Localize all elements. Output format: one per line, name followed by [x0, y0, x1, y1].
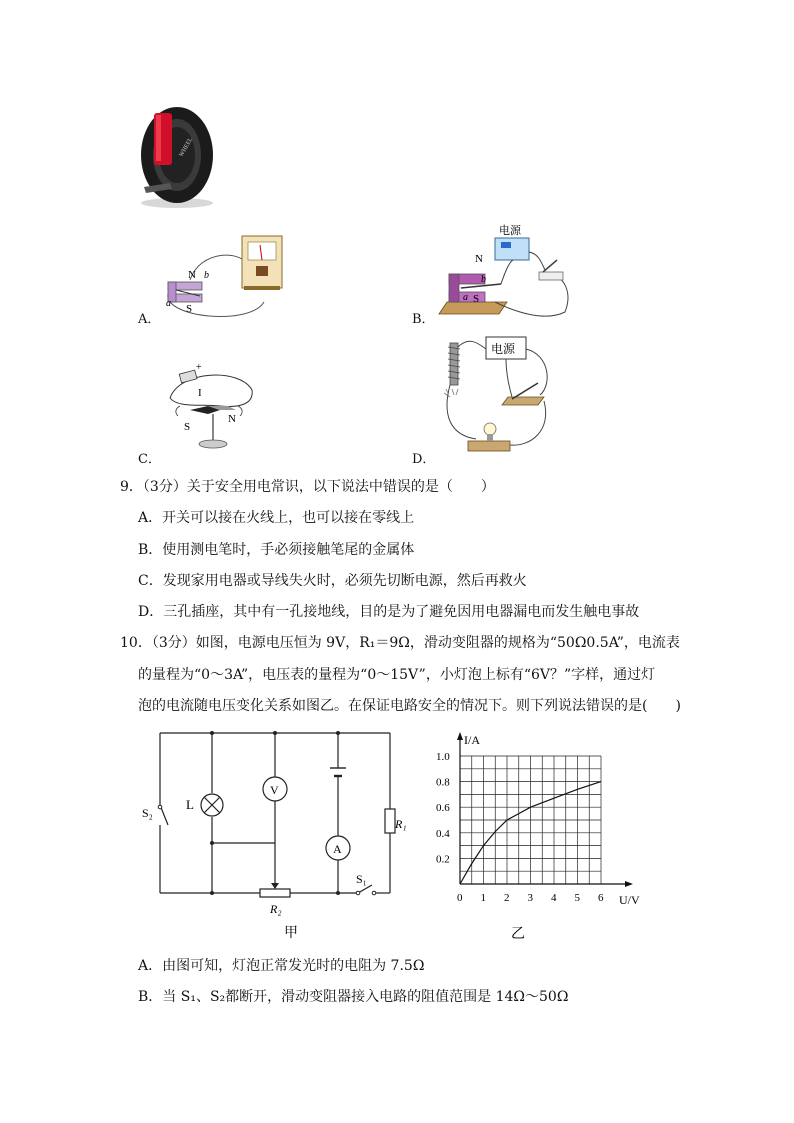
circuit-diagram	[138, 725, 407, 945]
y-tick-label: 0.8	[436, 776, 450, 789]
figure-a-galvanometer	[160, 230, 290, 325]
fig-a-a: a	[166, 298, 171, 309]
fig-a-s: S	[186, 303, 193, 315]
iu-graph	[425, 730, 655, 945]
circuit-caption: 甲	[284, 926, 298, 941]
q10-stem-line-3: 泡的电流随电压变化关系如图乙。在保证电路安全的情况下。则下列说法错误的是( )	[138, 698, 681, 714]
fig-c-s: S	[184, 421, 191, 433]
circuit-s1-label: S₁	[356, 872, 367, 886]
y-tick-label: 0.6	[436, 802, 450, 815]
fig-b-n: N	[475, 253, 483, 265]
unicycle-image	[130, 95, 225, 213]
q9-option-d: D．三孔插座，其中有一孔接地线，目的是为了避免因用电器漏电而发生触电事故	[138, 604, 640, 620]
fig-c-plus: +	[196, 362, 202, 373]
q9-stem: 9．（3分）关于安全用电常识，以下说法中错误的是（ ）	[120, 479, 495, 495]
figure-d-electromagnet	[440, 335, 560, 460]
x-tick-label: 6	[598, 892, 604, 904]
y-axis-label: I/A	[464, 733, 480, 747]
fig-b-b: b	[481, 274, 486, 285]
y-tick-label: 0.2	[436, 853, 450, 866]
fig-d-power: 电源	[491, 342, 516, 356]
wheel-brand-text: WHEEL	[178, 136, 195, 158]
figure-b-motor	[435, 222, 575, 327]
fig-c-i: I	[198, 387, 202, 399]
circuit-lamp-label: L	[186, 797, 194, 812]
y-tick-label: 1.0	[436, 751, 450, 763]
fig-c-n: N	[228, 413, 236, 425]
figure-c-oersted	[160, 360, 260, 455]
y-tick-label: 0.4	[436, 827, 450, 840]
x-axis-label: U/V	[619, 893, 640, 907]
fig-a-n: N	[188, 269, 196, 281]
q10-option-a: A．由图可知，灯泡正常发光时的电阻为 7.5Ω	[138, 958, 425, 974]
q10-stem-line-1: 10．（3分）如图，电源电压恒为 9V，R₁＝9Ω，滑动变阻器的规格为“50Ω0.5A”，电流表	[120, 635, 680, 651]
x-tick-label: 1	[480, 892, 486, 904]
x-tick-label: 5	[574, 892, 580, 904]
x-tick-label: 4	[551, 892, 557, 904]
fig-b-power: 电源	[499, 225, 521, 237]
circuit-r2-label: R₂	[270, 902, 282, 916]
q9-option-c: C．发现家用电器或导线失火时，必须先切断电源，然后再救火	[138, 573, 527, 589]
y-axis-arrow	[457, 732, 463, 740]
graph-grid	[460, 756, 601, 884]
x-tick-label: 0	[457, 892, 463, 904]
q9-option-b: B．使用测电笔时，手必须接触笔尾的金属体	[138, 542, 415, 558]
circuit-ammeter-label: A	[333, 842, 342, 856]
fig-b-a: a	[463, 292, 468, 303]
x-tick-label: 3	[527, 892, 533, 904]
circuit-r1-label: R₁	[395, 817, 407, 831]
x-axis-arrow	[625, 881, 633, 887]
x-tick-label: 2	[504, 892, 510, 904]
q10-option-b: B．当 S₁、S₂都断开，滑动变阻器接入电路的阻值范围是 14Ω～50Ω	[138, 989, 569, 1005]
fig-a-b: b	[204, 270, 209, 281]
fig-b-s: S	[473, 293, 480, 305]
fig-c-label: C．	[138, 452, 161, 467]
q9-option-a: A．开关可以接在火线上，也可以接在零线上	[138, 510, 415, 526]
fig-a-label: A．	[138, 312, 161, 327]
fig-b-label: B．	[412, 312, 435, 327]
q10-stem-line-2: 的量程为“0～3A”，电压表的量程为“0～15V”，小灯泡上标有“6V？”字样，通过灯	[138, 667, 656, 683]
fig-d-label: D．	[412, 452, 436, 467]
circuit-voltmeter-label: V	[270, 783, 279, 797]
circuit-s2-label: S₂	[142, 806, 153, 820]
graph-caption: 乙	[511, 927, 525, 942]
